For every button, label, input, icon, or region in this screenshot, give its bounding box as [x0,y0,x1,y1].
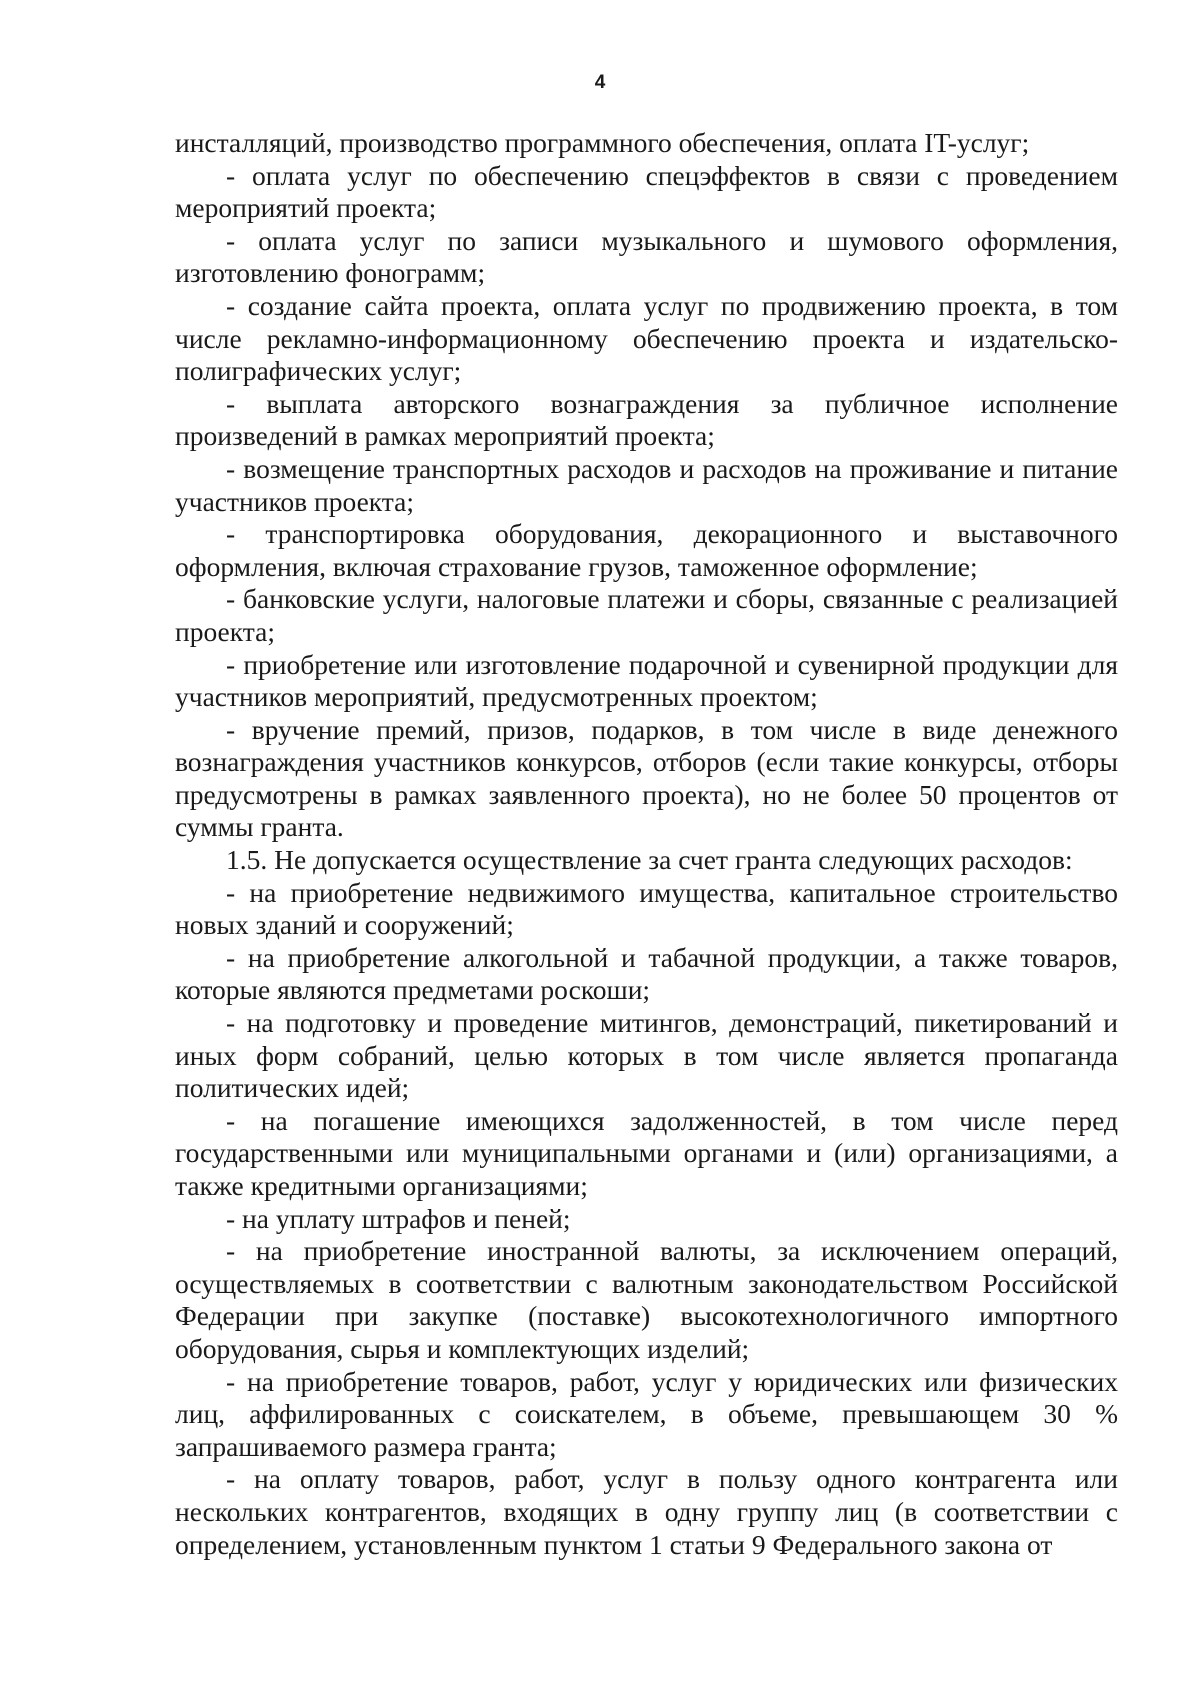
paragraph: - на подготовку и проведение митингов, демонстраций, пикетирований и иных форм собраний, целью которых в том числе является пропаганда политических идей; [175,1007,1118,1104]
paragraph: - на уплату штрафов и пеней; [226,1202,571,1234]
paragraph: - на погашение имеющихся задолженностей, в том числе перед государственными или муниципальными органами и (или) организациями, а также кредитными организациями; [175,1104,1118,1201]
paragraph: - на приобретение алкогольной и табачной продукции, а также товаров, которые являются предметами роскоши; [175,941,1118,1006]
paragraph: - оплата услуг по записи музыкального и шумового оформления, изготовлению фонограмм; [175,224,1118,289]
paragraph: - выплата авторского вознаграждения за публичное исполнение произведений в рамках мероприятий проекта; [175,387,1118,452]
paragraph: инсталляций, производство программного обеспечения, оплата IT-услуг; [175,127,1030,158]
document-body [175,127,1118,1561]
page-number: 4 [594,72,606,93]
paragraph: - на приобретение иностранной валюты, за исключением операций, осуществляемых в соответствии с валютным законодательством Российской Федерации при закупке (поставке) высокотехнологичного импортного оборудования, сырья и комплектующих изделий; [175,1235,1118,1364]
paragraph: - банковские услуги, налоговые платежи и сборы, связанные с реализацией проекта; [175,583,1118,647]
section-heading-1-5: 1.5. Не допускается осуществление за счет гранта следующих расходов: [226,844,1073,876]
paragraph: - на оплату товаров, работ, услуг в пользу одного контрагента или нескольких контрагентов, входящих в одну группу лиц (в соответствии с определением, установленным пунктом 1 статьи 9 Федерального закона от [175,1463,1118,1560]
paragraph: - оплата услуг по обеспечению спецэффектов в связи с проведением мероприятий проекта; [175,159,1118,224]
paragraph: - создание сайта проекта, оплата услуг по продвижению проекта, в том числе рекламно-информационному обеспечению проекта и издательско-полиграфических услуг; [175,289,1118,387]
paragraph: - возмещение транспортных расходов и расходов на проживание и питание участников проекта; [175,452,1118,517]
paragraph: - приобретение или изготовление подарочной и сувенирной продукции для участников мероприятий, предусмотренных проектом; [175,648,1118,713]
paragraph: - на приобретение недвижимого имущества, капитальное строительство новых зданий и сооружений; [175,876,1118,941]
paragraph: - вручение премий, призов, подарков, в том числе в виде денежного вознаграждения участников конкурсов, отборов (если такие конкурсы, отборы предусмотрены в рамках заявленного проекта), но не более 50 процентов от суммы гранта. [175,713,1118,843]
paragraph: - транспортировка оборудования, декорационного и выставочного оформления, включая страхование грузов, таможенное оформление; [175,518,1118,582]
paragraph: - на приобретение товаров, работ, услуг у юридических или физических лиц, аффилированных с соискателем, в объеме, превышающем 30 % запрашиваемого размера гранта; [175,1365,1118,1462]
